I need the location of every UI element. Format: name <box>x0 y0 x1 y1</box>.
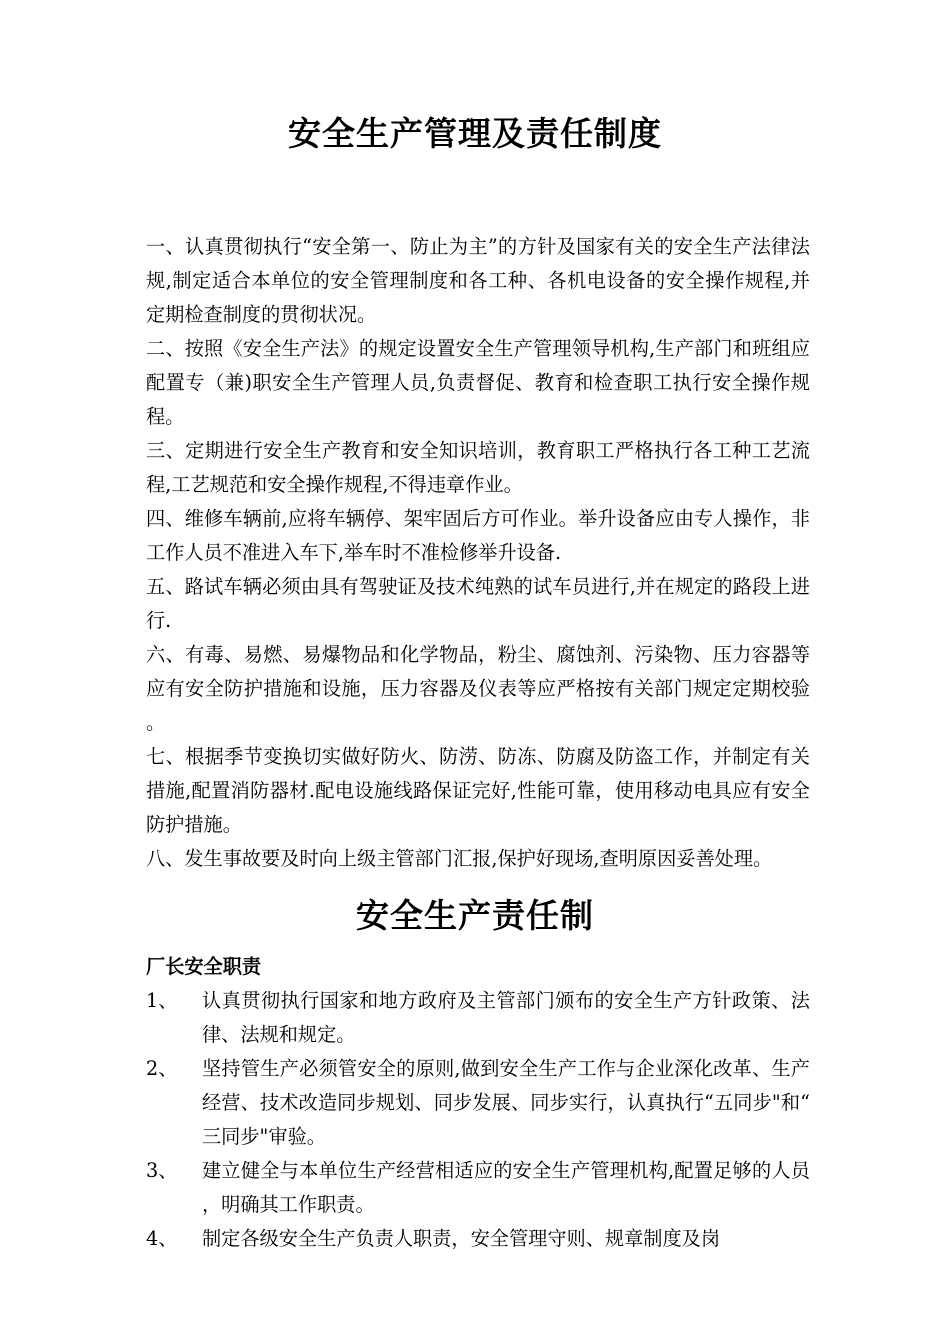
regulation-paragraph-8: 八、发生事故要及时向上级主管部门汇报,保护好现场,查明原因妥善处理。 <box>146 847 773 870</box>
duty-text: 制定各级安全生产负责人职责，安全管理守则、规章制度及岗 <box>202 1227 721 1250</box>
duty-text: 建立健全与本单位生产经营相适应的安全生产管理机构,配置足够的人员，明确其工作职责。 <box>202 1159 810 1216</box>
regulation-paragraph-7: 七、根据季节变换切实做好防火、防涝、防冻、防腐及防盗工作，并制定有关措施,配置消防器材.配电设施线路保证完好,性能可靠，使用移动电具应有安全防护措施。 <box>146 745 810 836</box>
duty-number: 2、 <box>146 1057 178 1080</box>
regulation-paragraph-3: 三、定期进行安全生产教育和安全知识培训，教育职工严格执行各工种工艺流程,工艺规范和安全操作规程,不得违章作业。 <box>146 439 810 496</box>
duty-item-4 <box>146 1222 810 1256</box>
regulation-paragraph-2: 二、按照《安全生产法》的规定设置安全生产管理领导机构,生产部门和班组应配置专（兼)职安全生产管理人员,负责督促、教育和检查职工执行安全操作规程。 <box>146 337 810 428</box>
duty-number: 4、 <box>146 1227 178 1250</box>
duty-list <box>146 984 810 1256</box>
document-title: 安全生产管理及责任制度 <box>288 114 662 153</box>
duty-item-2 <box>146 1052 810 1154</box>
duty-text: 坚持管生产必须管安全的原则,做到安全生产工作与企业深化改革、生产经营、技术改造同步规划、同步发展、同步实行，认真执行“五同步"和“三同步"审验。 <box>202 1057 810 1148</box>
regulation-paragraph-5: 五、路试车辆必须由具有驾驶证及技术纯熟的试车员进行,并在规定的路段上进行. <box>146 575 810 632</box>
regulation-paragraph-6: 六、有毒、易燃、易爆物品和化学物品，粉尘、腐蚀剂、污染物、压力容器等应有安全防护措施和设施，压力容器及仪表等应严格按有关部门规定定期校验。 <box>146 643 810 734</box>
duty-number: 3、 <box>146 1159 178 1182</box>
regulation-paragraph-1: 一、认真贯彻执行“安全第一、防止为主”的方针及国家有关的安全生产法律法规,制定适合本单位的安全管理制度和各工种、各机电设备的安全操作规程,并定期检查制度的贯彻状况。 <box>146 235 810 326</box>
duty-item-3 <box>146 1154 810 1222</box>
duty-number: 1、 <box>146 989 178 1012</box>
duty-text: 认真贯彻执行国家和地方政府及主管部门颁布的安全生产方针政策、法律、法规和规定。 <box>202 989 810 1046</box>
section-title: 安全生产责任制 <box>356 896 594 935</box>
regulation-paragraph-4: 四、维修车辆前,应将车辆停、架牢固后方可作业。举升设备应由专人操作，非工作人员不准进入车下,举车时不准检修举升设备. <box>146 507 810 564</box>
subsection-title: 厂长安全职责 <box>146 955 262 978</box>
regulation-paragraphs <box>146 230 810 876</box>
duty-item-1 <box>146 984 810 1052</box>
